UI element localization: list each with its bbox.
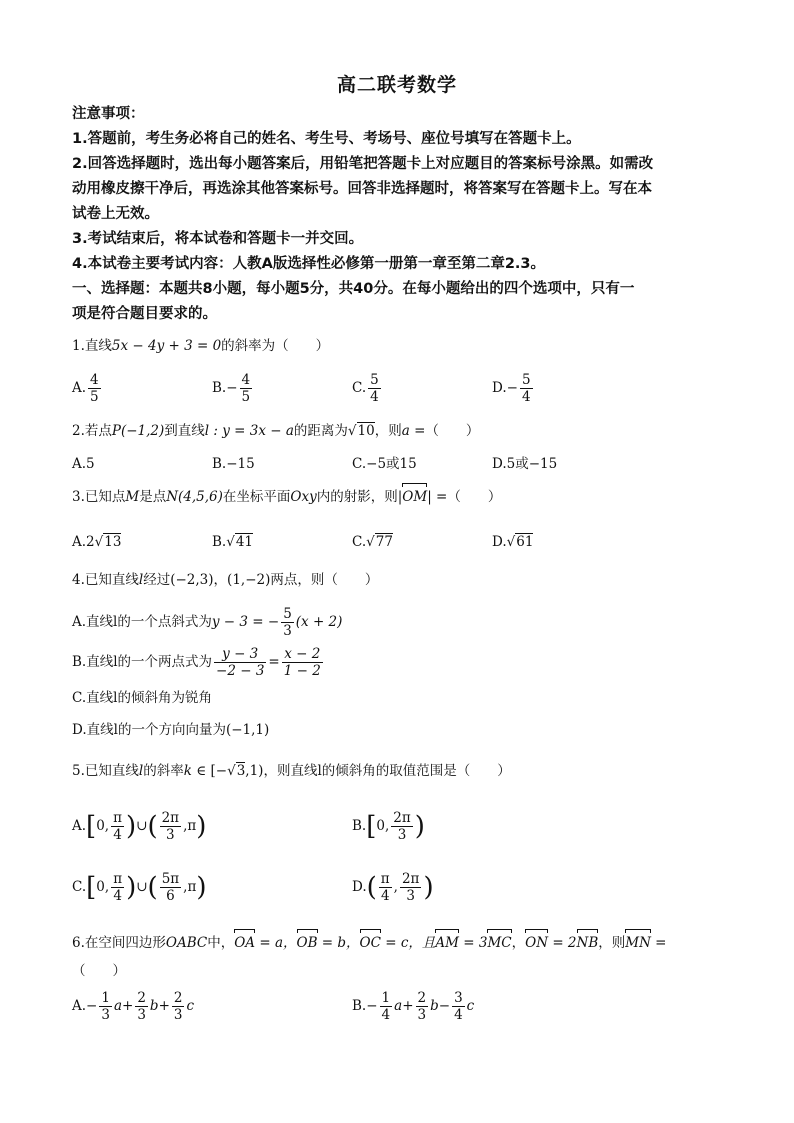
q6-option-b[interactable]: B.− $\frac{1}{4}$ a+ $\frac{2}{3}$ b− $\frac{3}{4}$ c (352, 990, 475, 1023)
question-4: 4.已知直线l经过(−2,3)，(1,−2)两点，则（ ） (72, 572, 379, 588)
q5-option-d[interactable]: D.( $\frac{\pi}{4}$ , $\frac{2\pi}{3}$ ) (352, 871, 434, 904)
question-5: 5.已知直线l的斜率k ∈ [−√3,1)，则直线l的倾斜角的取值范围是（ ） (72, 763, 511, 779)
notice-item-3: 3.考试结束后，将本试卷和答题卡一并交回。 (72, 231, 364, 247)
question-6-bracket: （ ） (72, 963, 126, 979)
vector-mc: MC (487, 932, 511, 954)
q5-option-a[interactable]: A.[0, $\frac{\pi}{4}$ )∪( $\frac{2\pi}{3}$ ,π) (72, 810, 207, 843)
q3-option-a[interactable]: A.2√13 (72, 534, 122, 550)
q5-option-c[interactable]: C.[0, $\frac{\pi}{4}$ )∪( $\frac{5\pi}{6}$ ,π) (72, 871, 207, 904)
vector-ob: OB (297, 932, 318, 954)
q1-option-a[interactable]: A. $\frac{4}{5}$ (72, 372, 99, 405)
q4-option-c[interactable]: C.直线l的倾斜角为锐角 (72, 690, 212, 706)
q3-option-c[interactable]: C.√77 (352, 534, 393, 550)
vector-oc: OC (360, 932, 381, 954)
section-heading: 一、选择题：本题共8小题，每小题5分，共40分。在每小题给出的四个选项中，只有一 (72, 281, 635, 297)
question-6: 6.在空间四边形OABC中，OA = a，OB = b，OC = c，且AM = 3MC，ON = 2NB，则MN = (72, 932, 722, 954)
vector-om: OM (402, 486, 427, 508)
vector-nb: NB (577, 932, 599, 954)
q1-option-c[interactable]: C. $\frac{5}{4}$ (352, 372, 379, 405)
vector-mn: MN (625, 932, 651, 954)
q6-option-a[interactable]: A.− $\frac{1}{3}$ a+ $\frac{2}{3}$ b+ $\frac{2}{3}$ c (72, 990, 195, 1023)
q4-option-a[interactable]: A.直线l的一个点斜式为y − 3 = − $\frac{5}{3}$ (x + 2) (72, 606, 343, 639)
q5-option-b[interactable]: B.[0, $\frac{2\pi}{3}$ ) (352, 810, 425, 843)
q2-option-c[interactable]: C.−5或15 (352, 456, 417, 472)
q2-option-b[interactable]: B.−15 (212, 456, 255, 472)
notice-heading: 注意事项： (72, 106, 145, 122)
q2-option-d[interactable]: D.5或−15 (492, 456, 558, 472)
vector-on: ON (525, 932, 548, 954)
exam-title: 高二联考数学 (336, 74, 457, 96)
q1-option-d[interactable]: D.− $\frac{5}{4}$ (492, 372, 531, 405)
notice-item-4: 4.本试卷主要考试内容：人教A版选择性必修第一册第一章至第二章2.3。 (72, 256, 546, 272)
question-1: 1.直线5x − 4y + 3 = 0的斜率为（ ） (72, 338, 330, 354)
question-3: 3.已知点M是点N(4,5,6)在坐标平面Oxy内的射影，则|OM| =（ ） (72, 486, 722, 508)
q1-equation: 5x − 4y + 3 = 0 (111, 338, 222, 354)
q3-option-d[interactable]: D.√61 (492, 534, 534, 550)
q2-option-a[interactable]: A.5 (72, 456, 95, 472)
notice-item-2: 2.回答选择题时，选出每小题答案后，用铅笔把答题卡上对应题目的答案标号涂黑。如需改 (72, 156, 654, 172)
notice-item-1: 1.答题前，考生务必将自己的姓名、考生号、考场号、座位号填写在答题卡上。 (72, 131, 581, 147)
question-2: 2.若点P(−1,2)到直线l : y = 3x − a的距离为√10，则a =（ ） (72, 423, 480, 439)
q4-option-b[interactable]: B.直线l的一个两点式为 $\frac{y - 3}{-2 - 3}$ = $\frac{x - 2}{1 - 2}$ (72, 646, 321, 679)
q3-option-b[interactable]: B.√41 (212, 534, 254, 550)
section-heading-cont: 项是符合题目要求的。 (72, 306, 217, 322)
notice-item-2-cont: 动用橡皮擦干净后，再选涂其他答案标号。回答非选择题时，将答案写在答题卡上。写在本 (72, 181, 652, 197)
notice-item-2-end: 试卷上无效。 (72, 206, 159, 222)
vector-oa: OA (234, 932, 255, 954)
sqrt-symbol: √ (347, 423, 357, 439)
q4-option-d[interactable]: D.直线l的一个方向向量为(−1,1) (72, 722, 270, 738)
vector-am: AM (435, 932, 459, 954)
q1-option-b[interactable]: B.− $\frac{4}{5}$ (212, 372, 251, 405)
